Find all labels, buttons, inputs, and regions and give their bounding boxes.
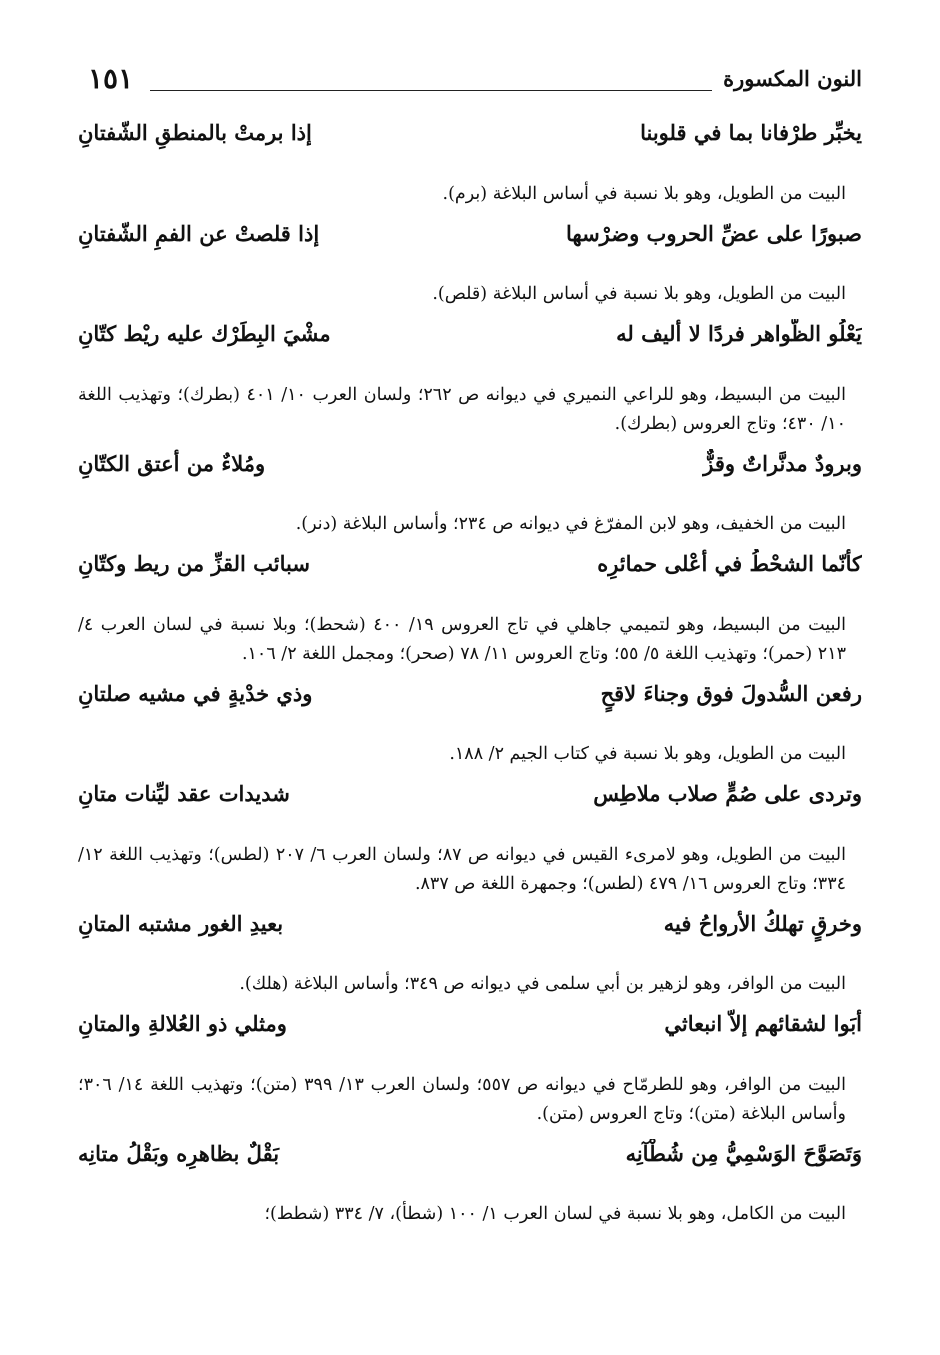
- verse-note: البيت من الطويل، وهو لامرىء القيس في ديوانه ص ٨٧؛ ولسان العرب ٦/ ٢٠٧ (لطس)؛ وتهذيب اللغة ١٢/ ٣٣٤؛ وتاج العروس ١٦/ ٤٧٩ (لطس)؛ وجمهرة اللغة ص ٨٣٧.: [78, 844, 846, 894]
- verse-line: [78, 779, 862, 823]
- verse-entry: [78, 1139, 862, 1230]
- page-header: [78, 62, 862, 102]
- second-hemistich: شديدات عقد ليِّنات متانِ: [78, 781, 290, 806]
- verse-entry: [78, 909, 862, 1000]
- verse-note: البيت من الطويل، وهو بلا نسبة في أساس البلاغة (برم).: [442, 183, 846, 204]
- first-hemistich: وَتَصَوَّحَ الوَسْمِيُّ مِن شُطْآنِه: [625, 1140, 862, 1166]
- verse-entry: [78, 449, 862, 540]
- first-hemistich: يَعْلُو الظّواهر فردًا لا أليف له: [616, 321, 862, 346]
- verse-entry: [78, 679, 862, 770]
- verse-note: البيت من الوافر، وهو لزهير بن أبي سلمى في ديوانه ص ٣٤٩؛ وأساس البلاغة (هلك).: [239, 974, 846, 994]
- verse-line: [78, 118, 862, 162]
- second-hemistich: إذا قلصتْ عن الفمِ الشّفتانِ: [78, 220, 320, 246]
- verse-note: البيت من البسيط، وهو لتميمي جاهلي في تاج العروس ١٩/ ٤٠٠ (شحط)؛ وبلا نسبة في لسان العرب ٤/ ٢١٣ (حمر)؛ وتهذيب اللغة ٥/ ٥٥؛ وتاج العروس ١١/ ٧٨ (صحر)؛ ومجمل اللغة ٢/ ١٠٦.: [78, 614, 847, 664]
- verse-entry: [78, 1009, 862, 1129]
- verse-line: [78, 549, 862, 593]
- verse-entry: [78, 118, 862, 209]
- verse-note: البيت من الخفيف، وهو لابن المفرّغ في ديوانه ص ٢٣٤؛ وأساس البلاغة (دنر).: [295, 514, 846, 534]
- second-hemistich: مشْيَ البِطَرْك عليه ريْط كتّانِ: [78, 321, 331, 346]
- header-rule: [150, 90, 712, 91]
- first-hemistich: وبرودٌ مدنَّراتٌ وقزٌّ: [703, 450, 862, 476]
- verse-entry: [78, 549, 862, 669]
- second-hemistich: إذا برمتْ بالمنطقِ الشّفتانِ: [78, 120, 312, 145]
- verse-entry: [78, 779, 862, 899]
- verse-line: [78, 1009, 862, 1053]
- verse-line: [78, 219, 862, 263]
- verse-line: [78, 319, 862, 363]
- first-hemistich: وخرقٍ تهلكُ الأرواحُ فيه: [663, 910, 862, 936]
- first-hemistich: كأنّما الشحْطُ في أعْلى حمائرِه: [597, 551, 862, 576]
- verse-note: البيت من الطويل، وهو بلا نسبة في كتاب الجيم ٢/ ١٨٨.: [449, 744, 846, 764]
- second-hemistich: وذي خدْيةٍ في مشيه صلتانِ: [78, 680, 313, 706]
- verse-note: البيت من البسيط، وهو للراعي النميري في ديوانه ص ٢٦٢؛ ولسان العرب ١٠/ ٤٠١ (بطرك)؛ وتهذيب اللغة ١٠/ ٤٣٠؛ وتاج العروس (بطرك).: [78, 384, 846, 434]
- verse-line: [78, 1139, 862, 1183]
- verse-line: [78, 909, 862, 953]
- second-hemistich: ومُلاءٌ من أعتق الكتّانِ: [78, 450, 266, 476]
- verse-line: [78, 679, 862, 723]
- verse-note: البيت من الطويل، وهو بلا نسبة في أساس البلاغة (قلص).: [432, 284, 846, 304]
- verse-line: [78, 449, 862, 493]
- verse-entry: [78, 319, 862, 439]
- second-hemistich: بعيدِ الغور مشتبه المتانِ: [78, 910, 284, 936]
- first-hemistich: أبَوا لشقائهم إلاّ انبعاثي: [664, 1011, 862, 1036]
- second-hemistich: سبائب القزِّ من ريط وكتّانِ: [78, 551, 310, 576]
- verse-list: [78, 118, 862, 1239]
- first-hemistich: وتردى على صُمٍّ صلاب ملاطِس: [593, 781, 862, 806]
- page-number: ١٥١: [88, 62, 134, 95]
- verse-note: البيت من الوافر، وهو للطرمّاح في ديوانه ص ٥٥٧؛ ولسان العرب ١٣/ ٣٩٩ (متن)؛ وتهذيب اللغة ١٤/ ٣٠٦؛ وأساس البلاغة (متن)؛ وتاج العروس (متن).: [78, 1074, 846, 1124]
- first-hemistich: صبورًا على عضِّ الحروب وضرْسها: [566, 220, 862, 246]
- first-hemistich: يخبِّر طرْفانا بما في قلوبنا: [640, 120, 862, 145]
- second-hemistich: بَقْلٌ بظاهرِه وبَقْلُ متانِه: [78, 1140, 280, 1166]
- running-title: النون المكسورة: [723, 66, 862, 91]
- verse-note: البيت من الكامل، وهو بلا نسبة في لسان العرب ١/ ١٠٠ (شطأ)، ٧/ ٣٣٤ (شطط)؛: [264, 1204, 846, 1224]
- verse-entry: [78, 219, 862, 310]
- first-hemistich: رفعن السُّدولَ فوق وجناءَ لاقحٍ: [600, 680, 862, 706]
- second-hemistich: ومثلي ذو العُلالةِ والمتانِ: [78, 1011, 287, 1036]
